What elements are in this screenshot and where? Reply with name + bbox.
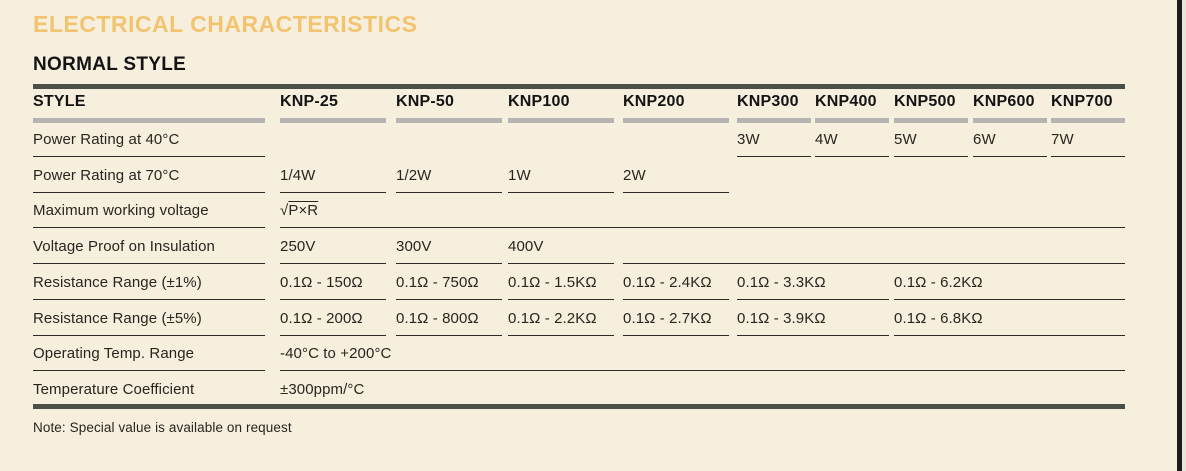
header-underline	[737, 118, 811, 123]
table-cell: 0.1Ω - 2.7KΩ	[623, 310, 712, 327]
cell-underline	[623, 335, 729, 336]
column-header-style: STYLE	[33, 93, 86, 110]
cell-underline	[508, 299, 614, 300]
cell-underline	[737, 299, 889, 300]
table-cell: 6W	[973, 131, 996, 148]
row-label-underline	[33, 370, 265, 371]
header-underline	[1051, 118, 1125, 123]
cell-underline	[894, 335, 1125, 336]
cell-underline	[280, 299, 386, 300]
column-header: KNP-25	[280, 93, 339, 110]
table-cell: 400V	[508, 238, 544, 255]
row-label: Resistance Range (±1%)	[33, 274, 202, 291]
table-cell: 5W	[894, 131, 917, 148]
row-label: Maximum working voltage	[33, 202, 209, 219]
cell-underline	[280, 263, 386, 264]
table-cell	[280, 202, 318, 219]
table-cell: 300V	[396, 238, 432, 255]
row-label-underline	[33, 335, 265, 336]
table-cell: -40°C to +200°C	[280, 345, 392, 362]
cell-underline	[894, 299, 1125, 300]
table-cell: 2W	[623, 167, 646, 184]
column-header: KNP200	[623, 93, 685, 110]
cell-underline	[1051, 156, 1125, 157]
column-header: KNP400	[815, 93, 877, 110]
cell-underline	[280, 370, 1125, 371]
header-underline	[33, 118, 265, 123]
column-header: KNP700	[1051, 93, 1113, 110]
table-cell: 0.1Ω - 3.9KΩ	[737, 310, 826, 327]
cell-underline	[280, 192, 386, 193]
table-cell: 0.1Ω - 200Ω	[280, 310, 363, 327]
table-cell: 0.1Ω - 1.5KΩ	[508, 274, 597, 291]
page-edge-strip	[1182, 0, 1186, 471]
row-label-underline	[33, 192, 265, 193]
table-cell: 0.1Ω - 3.3KΩ	[737, 274, 826, 291]
row-label: Temperature Coefficient	[33, 381, 195, 398]
table-cell: 4W	[815, 131, 838, 148]
table-cell: 0.1Ω - 2.2KΩ	[508, 310, 597, 327]
row-label: Power Rating at 40°C	[33, 131, 180, 148]
row-label: Voltage Proof on Insulation	[33, 238, 215, 255]
header-underline	[973, 118, 1047, 123]
table-top-rule	[33, 84, 1125, 89]
table-cell: 0.1Ω - 2.4KΩ	[623, 274, 712, 291]
table-cell: 0.1Ω - 750Ω	[396, 274, 479, 291]
section-title: NORMAL STYLE	[33, 54, 187, 75]
cell-underline	[737, 335, 889, 336]
cell-underline	[815, 156, 889, 157]
cell-underline	[623, 299, 729, 300]
row-label-underline	[33, 263, 265, 264]
table-cell: 0.1Ω - 6.8KΩ	[894, 310, 983, 327]
table-cell: 1/4W	[280, 167, 316, 184]
cell-underline	[508, 192, 614, 193]
cell-underline	[973, 156, 1047, 157]
header-underline	[396, 118, 502, 123]
table-cell: 7W	[1051, 131, 1074, 148]
table-bottom-rule	[33, 404, 1125, 409]
row-label: Operating Temp. Range	[33, 345, 195, 362]
row-label-underline	[33, 227, 265, 228]
table-cell: 0.1Ω - 800Ω	[396, 310, 479, 327]
cell-underline	[280, 227, 1125, 228]
table-cell: 1W	[508, 167, 531, 184]
cell-underline	[737, 156, 811, 157]
cell-underline	[508, 335, 614, 336]
cell-underline	[396, 335, 502, 336]
column-header: KNP-50	[396, 93, 455, 110]
table-cell: 250V	[280, 238, 316, 255]
page-title: ELECTRICAL CHARACTERISTICS	[33, 11, 418, 37]
cell-underline	[396, 299, 502, 300]
cell-underline	[508, 263, 614, 264]
table-cell: 0.1Ω - 6.2KΩ	[894, 274, 983, 291]
column-header: KNP600	[973, 93, 1035, 110]
sqrt-radical-sign: √	[280, 202, 289, 219]
header-underline	[623, 118, 729, 123]
column-header: KNP100	[508, 93, 570, 110]
column-header: KNP500	[894, 93, 956, 110]
table-cell: 3W	[737, 131, 760, 148]
header-underline	[815, 118, 889, 123]
cell-underline	[280, 335, 386, 336]
row-label-underline	[33, 299, 265, 300]
cell-underline	[623, 192, 729, 193]
cell-underline	[396, 263, 502, 264]
cell-underline	[623, 263, 1125, 264]
row-label-underline	[33, 156, 265, 157]
table-cell: 0.1Ω - 150Ω	[280, 274, 363, 291]
table-cell: 1/2W	[396, 167, 432, 184]
header-underline	[508, 118, 614, 123]
header-underline	[894, 118, 968, 123]
cell-underline	[894, 156, 968, 157]
sqrt-radicand: P×R	[288, 202, 319, 219]
row-label: Resistance Range (±5%)	[33, 310, 202, 327]
cell-underline	[396, 192, 502, 193]
header-underline	[280, 118, 386, 123]
row-label: Power Rating at 70°C	[33, 167, 180, 184]
note-text: Note: Special value is available on request	[33, 420, 292, 435]
column-header: KNP300	[737, 93, 799, 110]
table-cell: ±300ppm/°C	[280, 381, 365, 398]
